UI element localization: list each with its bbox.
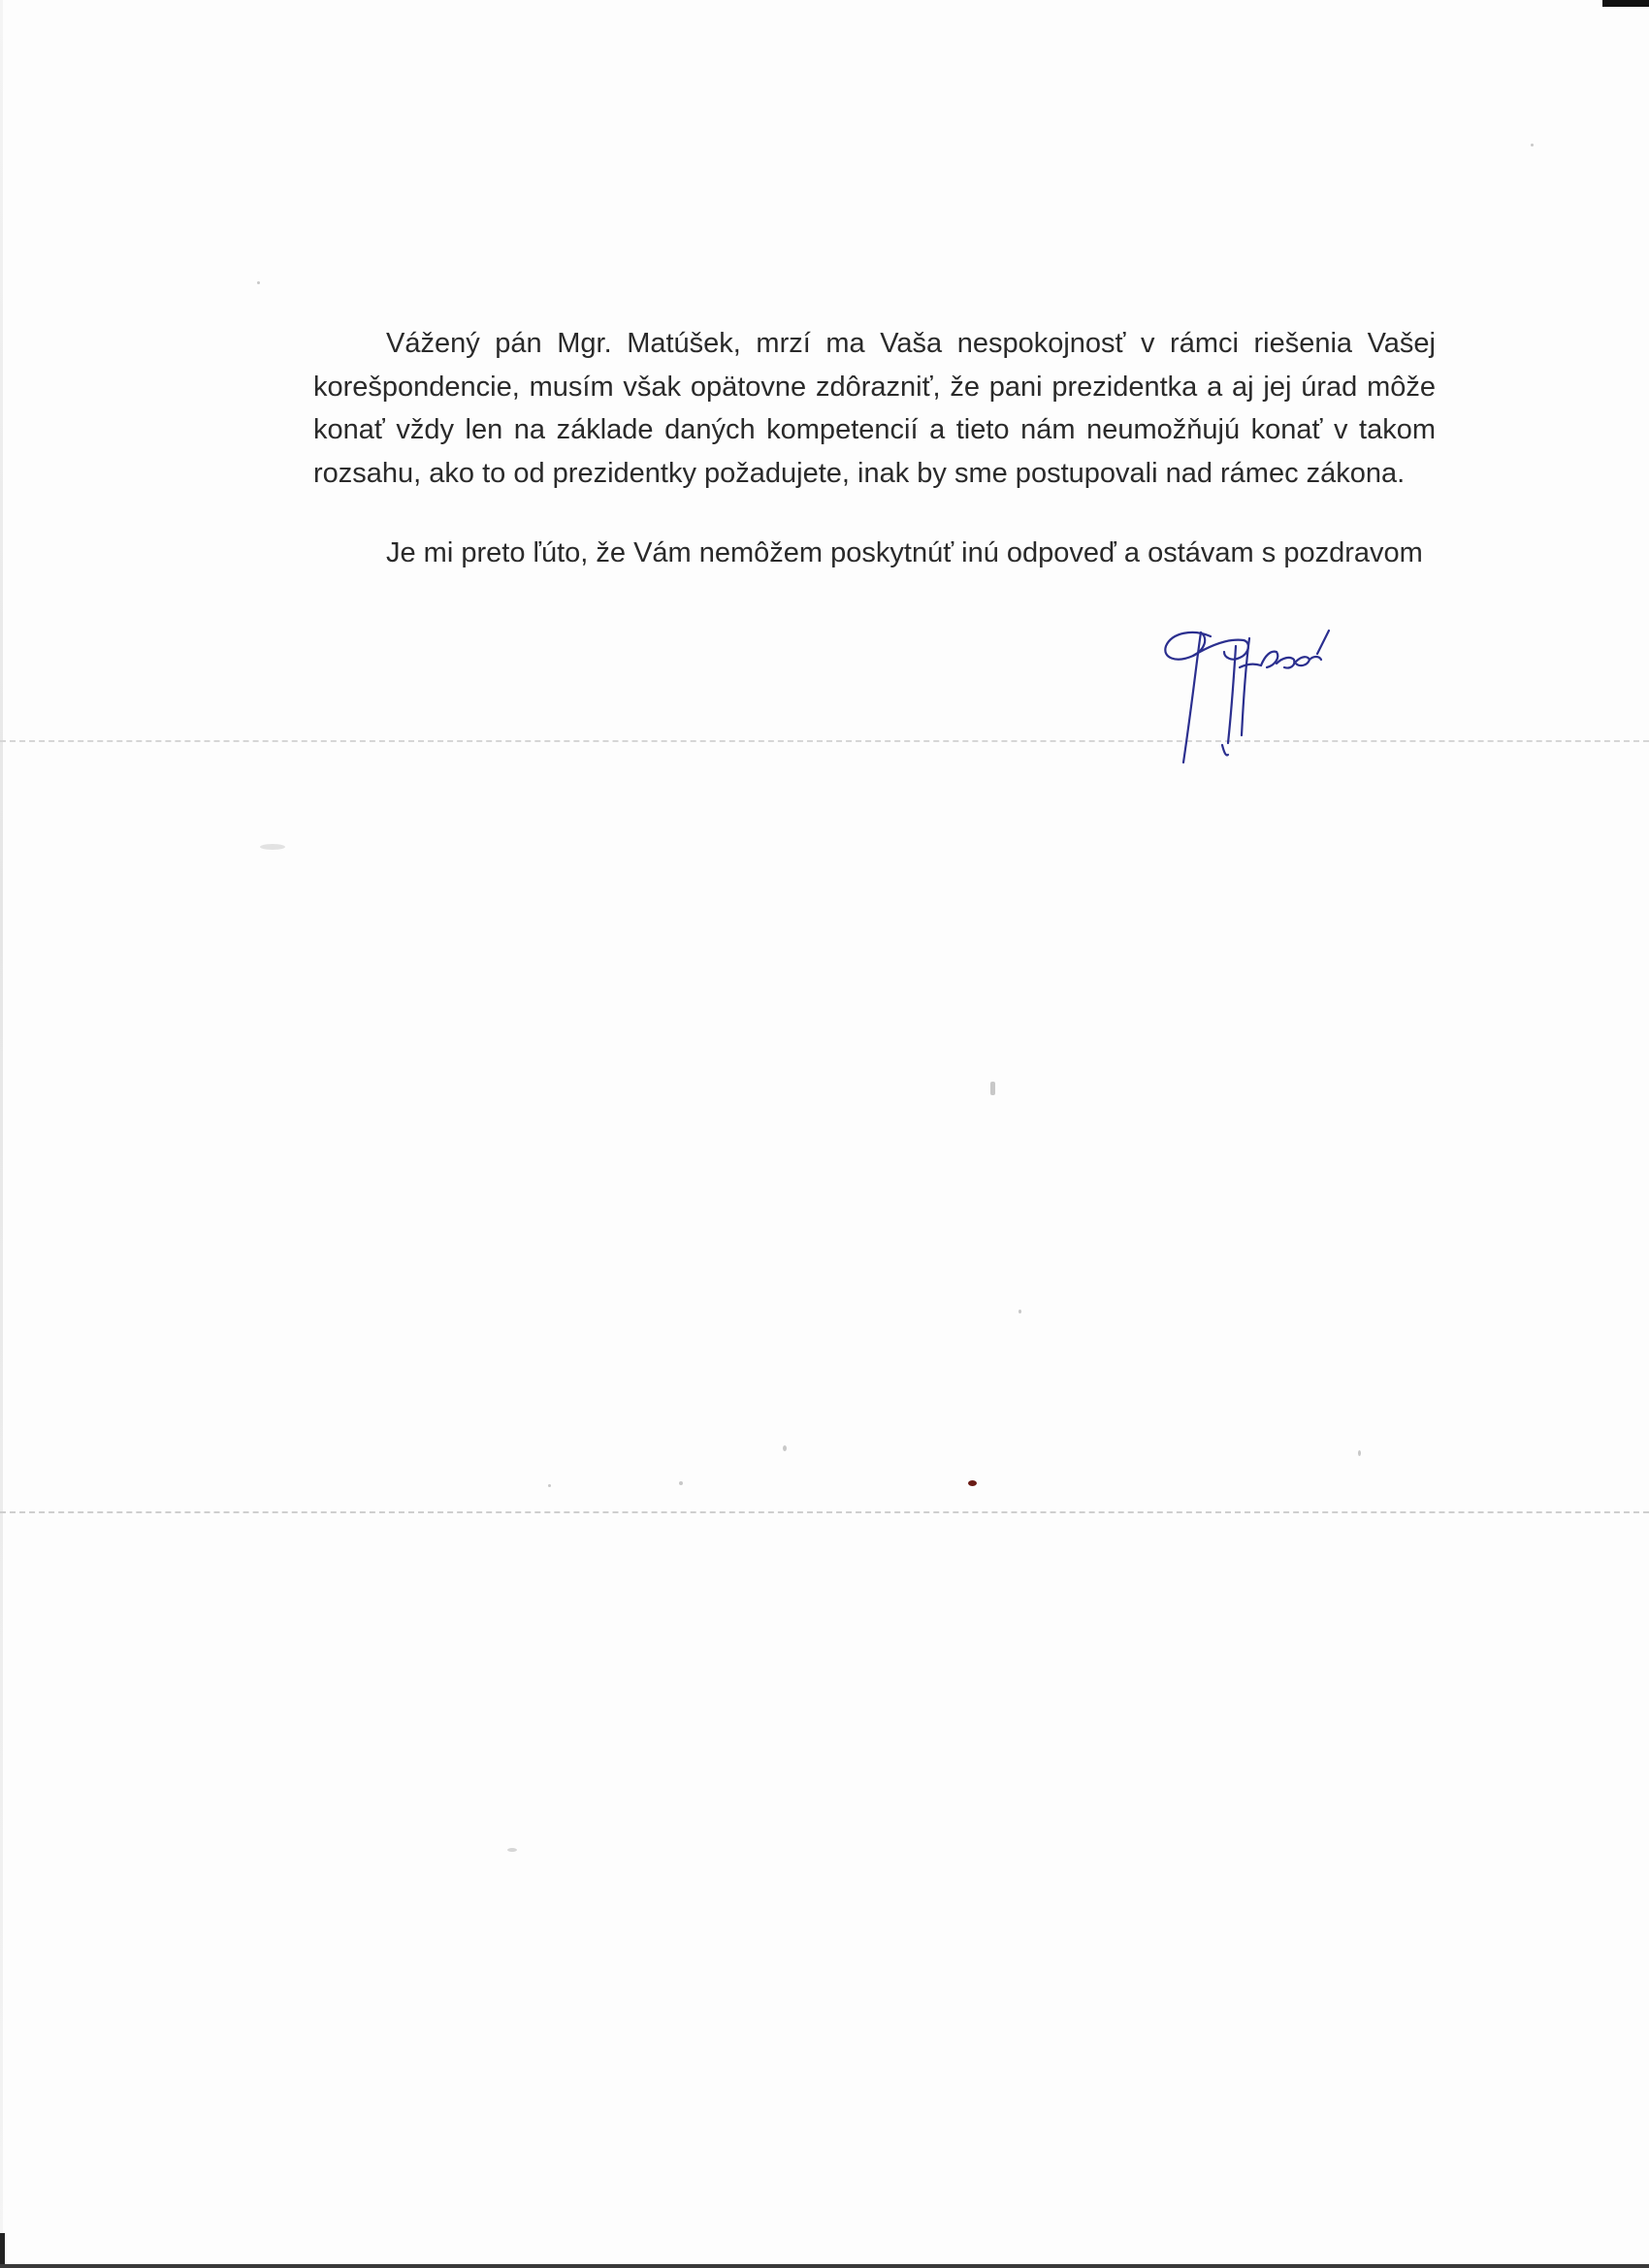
scan-speck <box>783 1445 787 1451</box>
scan-speck <box>679 1481 683 1485</box>
letter-body <box>313 322 1436 575</box>
scan-edge-tick <box>0 2233 5 2268</box>
paper-fold-line <box>0 1511 1649 1513</box>
scan-speck <box>1531 144 1534 146</box>
letter-closing: Je mi preto ľúto, že Vám nemôžem poskytnúť inú odpoveď a ostávam s pozdravom <box>386 537 1423 568</box>
scan-corner-mark <box>1602 0 1649 7</box>
scan-bottom-edge <box>0 2264 1649 2268</box>
scan-speck <box>1358 1450 1361 1456</box>
scan-speck <box>548 1484 551 1487</box>
scan-speck <box>260 844 285 850</box>
handwritten-signature <box>1154 609 1368 774</box>
scan-speck <box>990 1082 995 1095</box>
letter-paragraph: Vážený pán Mgr. Matúšek, mrzí ma Vaša nespokojnosť v rámci riešenia Vašej korešpondencie, musím však opätovne zdôrazniť, že pani prezidentka a aj jej úrad môže konať vždy len na základe daných kompetencií a tieto nám neumožňujú konať v takom rozsahu, ako to od prezidentky požadujete, inak by sme postupovali nad rámec zákona. <box>313 328 1436 489</box>
scan-left-edge <box>0 0 3 2268</box>
paper-fold-line <box>0 740 1649 742</box>
scan-speck <box>507 1848 517 1852</box>
scan-speck <box>257 281 260 284</box>
ink-speck <box>968 1480 977 1486</box>
signature-strokes <box>1165 631 1329 762</box>
scan-speck <box>1018 1310 1021 1313</box>
